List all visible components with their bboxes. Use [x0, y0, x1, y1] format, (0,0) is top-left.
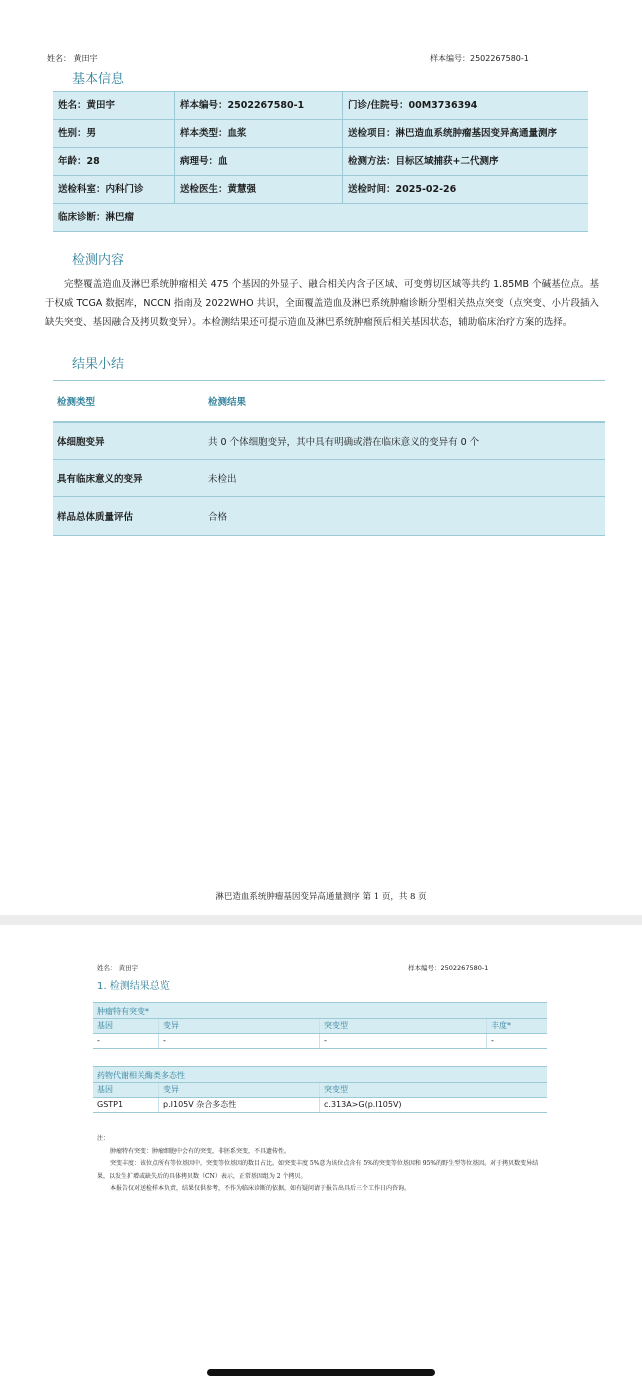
department: 送检科室：内科门诊 — [53, 176, 175, 203]
patient-name: 姓名：黄田宇 — [53, 92, 175, 119]
header-gene: 基因 — [93, 1083, 159, 1097]
header-patient-name: 姓名： 黄田宇 — [97, 964, 139, 972]
header-sample-number: 样本编号：2502267580-1 — [408, 964, 489, 972]
sample-number: 样本编号：2502267580-1 — [175, 92, 343, 119]
table-row — [93, 1034, 547, 1049]
table-row — [93, 1098, 547, 1113]
cell-abundance: - — [491, 1036, 494, 1045]
results-overview-title: 1. 检测结果总览 — [97, 981, 170, 992]
header-variant: 变异 — [159, 1019, 320, 1033]
doctor: 送检医生：黄慧强 — [175, 176, 343, 203]
tumor-mutation-title: 肿瘤特有突变* — [93, 1002, 547, 1019]
header-variant: 变异 — [159, 1083, 320, 1097]
cell-variant: p.I105V 杂合多态性 — [159, 1098, 320, 1112]
summary-result: 合格 — [208, 512, 228, 523]
note-item: 肿瘤特有突变：肿瘤细胞中会有的突变，非胚系突变，不具遗传性。 — [110, 1147, 291, 1155]
notes — [97, 1133, 541, 1196]
table-header-row — [93, 1019, 547, 1034]
basic-info-row — [53, 204, 588, 232]
header-patient-name: 姓名： 黄田宇 — [47, 54, 98, 63]
patient-age: 年龄：28 — [53, 148, 175, 175]
basic-info-row — [53, 120, 588, 148]
pathology-number: 病理号：血 — [175, 148, 343, 175]
summary-header-result: 检测结果 — [208, 397, 247, 408]
basic-info-row — [53, 92, 588, 120]
header-mutation-type: 突变型 — [320, 1019, 487, 1033]
cell-gene: - — [93, 1034, 159, 1048]
summary-type: 具有临床意义的变异 — [57, 474, 143, 485]
patient-gender: 性别：男 — [53, 120, 175, 147]
page-footer: 淋巴造血系统肿瘤基因变异高通量测序 第 1 页，共 8 页 — [215, 892, 427, 902]
content-title: 检测内容 — [72, 253, 125, 268]
table-row — [53, 460, 605, 497]
note-item: 本报告仅对送检样本负责，结果仅供参考，不作为临床诊断的依据，如有疑问请于报告出具后三个工作日内咨询。 — [110, 1185, 411, 1192]
summary-type: 体细胞变异 — [57, 437, 105, 448]
summary-table — [53, 380, 605, 536]
tumor-mutation-table — [93, 1002, 547, 1049]
basic-info-row — [53, 176, 588, 204]
summary-result: 未检出 — [208, 474, 237, 485]
content-paragraph: 完整覆盖造血及淋巴系统肿瘤相关 475 个基因的外显子、融合相关内含子区域、可变剪切区域等共约 1.85MB 个碱基位点。基于权威 TCGA 数据库，NCCN 指南及 2022WHO 共识，全面覆盖造血及淋巴系统肿瘤诊断分型相关热点突变（点突变、小片段插入缺失突变、基因融合及拷贝数变异）。本检测结果还可提示造血及淋巴系统肿瘤预后相关基因状态，辅助临床治疗方案的选择。 — [45, 279, 599, 328]
test-method: 检测方法：目标区域捕获+二代测序 — [348, 156, 499, 167]
header-mutation-type: 突变型 — [324, 1085, 348, 1094]
cell-mutation-type: c.313A>G(p.I105V) — [324, 1100, 402, 1109]
note-item: 突变丰度：该位点所有等位基因中，突变等位基因的数目占比。如突变丰度 5%意为该位点含有 5%的突变等位基因和 95%的野生型等位基因。对于拷贝数变异结果，以发生扩增或缺失后的具体拷贝数（CN）表示，正常基因组为 2 个拷贝。 — [97, 1160, 539, 1180]
basic-info-row — [53, 148, 588, 176]
summary-header-row — [53, 381, 605, 423]
basic-info-title: 基本信息 — [72, 72, 125, 87]
cell-gene: GSTP1 — [93, 1098, 159, 1112]
table-header-row — [93, 1083, 547, 1098]
notes-label: 注： — [97, 1135, 110, 1142]
submission-date: 送检时间：2025-02-26 — [348, 184, 457, 195]
table-row — [53, 497, 605, 536]
outpatient-number: 门诊/住院号：00M3736394 — [348, 100, 478, 111]
summary-title: 结果小结 — [72, 357, 125, 372]
cell-mutation-type: - — [320, 1034, 487, 1048]
header-sample-number: 样本编号：2502267580-1 — [430, 54, 529, 63]
test-item: 送检项目：淋巴造血系统肿瘤基因变异高通量测序 — [348, 128, 558, 139]
basic-info-table — [53, 91, 588, 232]
header-gene: 基因 — [93, 1019, 159, 1033]
table-row — [53, 423, 605, 460]
home-indicator[interactable] — [207, 1369, 435, 1376]
summary-header-type: 检测类型 — [57, 397, 96, 408]
header-abundance: 丰度* — [491, 1021, 511, 1030]
cell-variant: - — [159, 1034, 320, 1048]
summary-result: 共 0 个体细胞变异，其中具有明确或潜在临床意义的变异有 0 个 — [208, 437, 480, 448]
pgx-table — [93, 1066, 547, 1113]
sample-type: 样本类型：血浆 — [175, 120, 343, 147]
summary-type: 样品总体质量评估 — [57, 512, 134, 523]
clinical-diagnosis: 临床诊断：淋巴瘤 — [58, 212, 135, 223]
pgx-title: 药物代谢相关酶类多态性 — [93, 1066, 547, 1083]
